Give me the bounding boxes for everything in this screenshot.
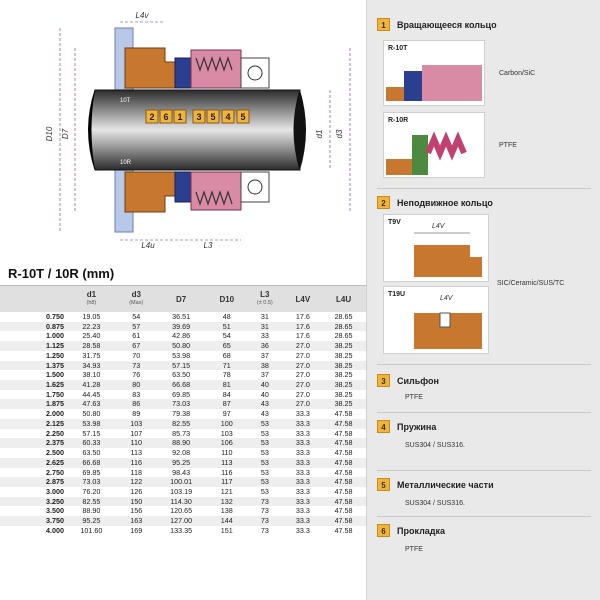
section-stationary-ring: [377, 196, 493, 209]
table-cell: 54: [132, 312, 141, 321]
divider: [377, 516, 591, 517]
section-rotating-ring: [377, 18, 497, 31]
table-cell: 38.25: [334, 360, 353, 370]
table-row: [0, 497, 366, 507]
table-cell: 82.55: [82, 496, 101, 506]
table-cell: 53.98: [172, 350, 191, 360]
size-cell: 1.500: [46, 370, 64, 380]
size-cell: 2.750: [46, 467, 64, 477]
table-cell: 73.03: [82, 477, 101, 487]
size-cell: 3.750: [46, 516, 64, 526]
table-cell: 71: [222, 360, 231, 370]
size-cell: 2.125: [46, 418, 64, 428]
table-row: [0, 429, 366, 439]
table-cell: 88.90: [172, 438, 191, 448]
table-header-cell: [119, 286, 154, 312]
table-row: [0, 351, 366, 361]
table-cell: 19.05: [82, 312, 101, 321]
table-cell: 47.58: [334, 516, 353, 526]
r10t-label: R-10T: [388, 45, 408, 52]
table-cell: 53: [260, 438, 269, 448]
dim-D7: D7: [61, 128, 70, 140]
table-cell: 47.58: [334, 486, 353, 496]
table-cell: 150: [130, 496, 143, 506]
table-cell: 120.65: [170, 506, 193, 516]
table-cell: 47.58: [334, 525, 353, 535]
table-header-cell: [64, 286, 119, 312]
table-cell: 28.65: [334, 331, 353, 341]
size-cell: 1.875: [46, 399, 64, 409]
divider: [377, 412, 591, 413]
table-cell: 47.58: [334, 477, 353, 487]
section-title: Пружина: [397, 421, 437, 432]
table-cell: 87: [222, 399, 231, 409]
table-cell: 33.3: [295, 418, 310, 428]
table-cell: 98.43: [172, 467, 191, 477]
size-cell: 2.875: [46, 477, 64, 487]
table-row: [0, 322, 366, 332]
table-cell: 38.25: [334, 370, 353, 380]
table-cell: 132: [220, 496, 233, 506]
table-cell: 39.69: [172, 321, 191, 331]
table-cell: 95.25: [82, 516, 101, 526]
table-cell: 88.90: [82, 506, 101, 516]
t9v-label: T9V: [388, 219, 401, 226]
table-row: [0, 370, 366, 380]
table-cell: 37: [260, 370, 269, 380]
table-cell: 138: [220, 506, 233, 516]
table-cell: 69.85: [82, 467, 101, 477]
spring-material: SUS304 / SUS316.: [405, 442, 465, 449]
size-cell: 0.750: [46, 312, 64, 321]
size-cell: 2.375: [46, 438, 64, 448]
table-cell: 38.10: [82, 370, 101, 380]
r10t-thumbnail: [383, 40, 485, 106]
table-cell: 103: [220, 428, 233, 438]
table-cell: 47.58: [334, 409, 353, 419]
t19u-icon: [384, 287, 488, 353]
gasket-material: PTFE: [405, 546, 423, 553]
table-cell: 73: [260, 496, 269, 506]
table-header-cell: [245, 286, 285, 312]
table-cell: 81: [222, 380, 231, 390]
table-cell: 107: [130, 428, 143, 438]
tag-10T: 10T: [120, 98, 131, 104]
table-cell: 33.3: [295, 448, 310, 458]
table-cell: 144: [220, 516, 233, 526]
size-cell: 4.000: [46, 525, 64, 535]
table-cell: 73: [260, 525, 269, 535]
table-cell: 38: [260, 360, 269, 370]
header-main: D10: [219, 294, 235, 304]
table-cell: 34.93: [82, 360, 101, 370]
table-cell: 78: [222, 370, 231, 380]
section-title: Неподвижное кольцо: [397, 197, 493, 208]
table-cell: 44.45: [82, 389, 101, 399]
size-cell: 1.750: [46, 389, 64, 399]
table-cell: 17.6: [295, 331, 310, 341]
table-cell: 113: [221, 457, 233, 467]
table-cell: 100: [220, 418, 233, 428]
table-cell: 36: [260, 341, 269, 351]
dim-L4u: L4u: [141, 241, 155, 250]
section-title: Металлические части: [397, 479, 494, 490]
header-main: D7: [176, 294, 187, 304]
table-row: [0, 331, 366, 341]
section-number: 4: [377, 420, 390, 433]
size-cell: 2.625: [46, 457, 64, 467]
table-cell: 66.68: [82, 457, 101, 467]
table-cell: 79.38: [172, 409, 191, 419]
t19u-l4v: L4V: [440, 295, 453, 302]
table-row: [0, 487, 366, 497]
table-row: [0, 399, 366, 409]
header-sub: (Max): [129, 300, 144, 306]
table-cell: 36.51: [172, 312, 191, 321]
table-row: [0, 409, 366, 419]
table-cell: 17.6: [295, 312, 310, 321]
table-cell: 50.80: [172, 341, 191, 351]
table-cell: 76: [132, 370, 141, 380]
t19u-label: T19U: [388, 291, 406, 298]
size-cell: 1.625: [46, 380, 64, 390]
table-cell: 38.25: [334, 350, 353, 360]
table-row: [0, 468, 366, 478]
table-cell: 53: [260, 457, 269, 467]
r10t-material: Carbon/SiC: [499, 70, 536, 77]
table-header-cell: [154, 286, 209, 312]
t9v-thumbnail: [383, 214, 489, 282]
table-row: [0, 312, 366, 322]
table-cell: 84: [222, 389, 231, 399]
size-cell: 2.500: [46, 448, 64, 458]
table-cell: 43: [260, 399, 269, 409]
table-cell: 53: [260, 486, 269, 496]
size-cell: 3.000: [46, 486, 64, 496]
table-cell: 51: [222, 321, 231, 331]
table-cell: 110: [130, 438, 142, 448]
table-cell: 127.00: [170, 516, 193, 526]
table-cell: 42.86: [172, 331, 191, 341]
table-cell: 54: [222, 331, 231, 341]
r10t-icon: [384, 41, 484, 105]
table-header-size: [0, 286, 64, 312]
table-body: [0, 312, 366, 536]
r10r-icon: [384, 113, 484, 177]
table-cell: 151: [220, 525, 233, 535]
table-row: [0, 516, 366, 526]
table-cell: 43: [260, 409, 269, 419]
table-header-cell: [285, 286, 322, 312]
callout-4: 3: [196, 112, 202, 122]
table-header-cell: [209, 286, 246, 312]
table-cell: 47.58: [334, 506, 353, 516]
table-row: [0, 438, 366, 448]
table-cell: 28.58: [82, 341, 101, 351]
table-cell: 53: [260, 477, 269, 487]
seal-cross-section-drawing: [0, 0, 366, 262]
table-cell: 33.3: [295, 438, 310, 448]
table-row: [0, 448, 366, 458]
table-row: [0, 419, 366, 429]
table-cell: 27.0: [295, 380, 310, 390]
table-row: [0, 380, 366, 390]
callout-2: 6: [163, 112, 169, 122]
size-cell: 1.375: [46, 360, 64, 370]
size-cell: 2.250: [46, 428, 64, 438]
section-number: 5: [377, 478, 390, 491]
table-row: [0, 390, 366, 400]
table-cell: 27.0: [295, 360, 310, 370]
section-title: Сильфон: [397, 375, 439, 386]
table-cell: 33.3: [295, 457, 310, 467]
section-number: 1: [377, 18, 390, 31]
t19u-thumbnail: [383, 286, 489, 354]
table-cell: 121: [220, 486, 233, 496]
table-cell: 68: [222, 350, 231, 360]
table-cell: 47.58: [334, 448, 353, 458]
tag-10R: 10R: [120, 160, 132, 166]
table-cell: 169: [130, 525, 143, 535]
table-cell: 25.40: [82, 331, 101, 341]
table-cell: 38.25: [334, 380, 353, 390]
section-number: 6: [377, 524, 390, 537]
table-cell: 73: [260, 506, 269, 516]
section-title: Прокладка: [397, 525, 446, 536]
table-header-row: [0, 286, 366, 312]
table-cell: 47.58: [334, 438, 353, 448]
table-cell: 60.33: [82, 438, 101, 448]
header-main: d3: [131, 290, 141, 299]
size-cell: 3.250: [46, 496, 64, 506]
table-cell: 110: [221, 448, 233, 458]
table-cell: 116: [221, 467, 233, 477]
size-cell: 1.250: [46, 350, 64, 360]
table-cell: 122: [130, 477, 143, 487]
table-row: [0, 361, 366, 371]
callout-5: 5: [210, 112, 216, 122]
section-gasket: [377, 524, 445, 537]
table-cell: 66.68: [172, 380, 191, 390]
table-cell: 85.73: [172, 428, 191, 438]
table-cell: 27.0: [295, 350, 310, 360]
table-cell: 103.19: [170, 486, 193, 496]
table-cell: 33: [260, 331, 269, 341]
table-cell: 33.3: [295, 516, 310, 526]
table-cell: 53: [260, 428, 269, 438]
table-cell: 106: [220, 438, 233, 448]
table-cell: 57.15: [82, 428, 101, 438]
table-cell: 31.75: [82, 350, 101, 360]
table-cell: 38.25: [334, 389, 353, 399]
table-cell: 113: [130, 448, 142, 458]
table-cell: 27.0: [295, 341, 310, 351]
table-cell: 63.50: [172, 370, 191, 380]
size-cell: 0.875: [46, 321, 64, 331]
table-cell: 73: [132, 360, 141, 370]
t9v-l4v: L4V: [432, 223, 445, 230]
table-cell: 27.0: [295, 389, 310, 399]
table-cell: 33.3: [295, 506, 310, 516]
table-cell: 70: [132, 350, 141, 360]
table-cell: 48: [222, 312, 231, 321]
callout-3: 1: [177, 112, 183, 122]
table-cell: 47.58: [334, 428, 353, 438]
table-cell: 38.25: [334, 399, 353, 409]
dim-L4v: L4v: [135, 11, 149, 20]
table-row: [0, 506, 366, 516]
table-row: [0, 477, 366, 487]
table-cell: 40: [260, 389, 269, 399]
table-cell: 97: [222, 409, 231, 419]
table-cell: 31: [260, 321, 269, 331]
table-cell: 65: [222, 341, 231, 351]
table-cell: 103: [130, 418, 143, 428]
divider: [377, 470, 591, 471]
table-cell: 37: [260, 350, 269, 360]
table-header-cell: [321, 286, 366, 312]
header-main: L4V: [295, 294, 311, 304]
table-cell: 33.3: [295, 428, 310, 438]
table-cell: 89: [132, 409, 141, 419]
materials-panel: [366, 0, 600, 600]
size-cell: 1.125: [46, 341, 64, 351]
table-cell: 28.65: [334, 321, 353, 331]
table-cell: 57: [132, 321, 141, 331]
table-cell: 47.58: [334, 467, 353, 477]
table-cell: 47.58: [334, 418, 353, 428]
table-cell: 22.23: [82, 321, 101, 331]
dim-d1: d1: [315, 129, 324, 139]
header-main: L3: [260, 290, 270, 299]
table-cell: 100.01: [170, 477, 193, 487]
table-cell: 80: [132, 380, 141, 390]
table-cell: 28.65: [334, 312, 353, 321]
table-cell: 53.98: [82, 418, 101, 428]
table-cell: 126: [130, 486, 143, 496]
table-cell: 47.58: [334, 457, 353, 467]
table-cell: 83: [132, 389, 141, 399]
header-main: L4U: [336, 294, 352, 304]
table-cell: 61: [132, 331, 141, 341]
section-title: Вращающееся кольцо: [397, 19, 497, 30]
size-cell: 3.500: [46, 506, 64, 516]
size-cell: 2.000: [46, 409, 64, 419]
table-cell: 133.35: [170, 525, 193, 535]
table-cell: 33.3: [295, 486, 310, 496]
dimension-table-section: [0, 262, 366, 600]
header-sub: (h8): [86, 300, 97, 306]
stationary-material: SIC/Ceramic/SUS/TC: [497, 280, 565, 287]
r10r-material: PTFE: [499, 142, 517, 149]
table-cell: 27.0: [295, 399, 310, 409]
r10r-label: R-10R: [388, 117, 409, 124]
table-cell: 163: [130, 516, 143, 526]
table-cell: 57.15: [172, 360, 191, 370]
table-cell: 73.03: [172, 399, 191, 409]
table-cell: 117: [221, 477, 233, 487]
header-main: d1: [86, 290, 97, 299]
dim-d3: d3: [335, 129, 344, 139]
divider: [377, 188, 591, 189]
table-row: [0, 458, 366, 468]
divider: [377, 364, 591, 365]
table-title: R-10T / 10R (mm): [0, 262, 366, 286]
table-cell: 101.60: [80, 525, 103, 535]
dimension-table: [0, 286, 366, 536]
callout-1: 2: [149, 112, 155, 122]
dim-D10: D10: [45, 126, 54, 142]
table-cell: 114.30: [170, 496, 192, 506]
table-cell: 116: [130, 457, 142, 467]
table-cell: 47.58: [334, 496, 353, 506]
table-cell: 17.6: [295, 321, 310, 331]
size-cell: 1.000: [46, 331, 64, 341]
table-cell: 53: [260, 448, 269, 458]
table-cell: 95.25: [172, 457, 191, 467]
r10r-thumbnail: [383, 112, 485, 178]
table-cell: 33.3: [295, 496, 310, 506]
table-cell: 82.55: [172, 418, 191, 428]
header-sub: (± 0.5): [256, 300, 273, 306]
table-cell: 53: [260, 418, 269, 428]
section-metal-parts: [377, 478, 494, 491]
table-cell: 50.80: [82, 409, 101, 419]
table-cell: 27.0: [295, 370, 310, 380]
table-cell: 69.85: [172, 389, 191, 399]
table-cell: 67: [132, 341, 141, 351]
section-number: 2: [377, 196, 390, 209]
table-cell: 38.25: [334, 341, 353, 351]
bellows-material: PTFE: [405, 394, 423, 401]
table-cell: 156: [130, 506, 143, 516]
table-cell: 47.63: [82, 399, 101, 409]
table-cell: 63.50: [82, 448, 101, 458]
table-cell: 31: [260, 312, 269, 321]
table-cell: 33.3: [295, 477, 310, 487]
callout-6: 4: [225, 112, 231, 122]
table-row: [0, 341, 366, 351]
table-cell: 73: [260, 516, 269, 526]
metal-material: SUS304 / SUS316.: [405, 500, 465, 507]
table-cell: 40: [260, 380, 269, 390]
table-cell: 33.3: [295, 409, 310, 419]
table-cell: 76.20: [82, 486, 101, 496]
table-cell: 33.3: [295, 467, 310, 477]
section-spring: [377, 420, 436, 433]
seal-diagram-svg: [0, 0, 366, 262]
table-cell: 118: [130, 467, 142, 477]
section-bellows: [377, 374, 439, 387]
table-cell: 53: [260, 467, 269, 477]
table-cell: 41.28: [82, 380, 101, 390]
dim-L3: L3: [203, 241, 213, 250]
section-number: 3: [377, 374, 390, 387]
callout-7: 5: [240, 112, 246, 122]
table-cell: 86: [132, 399, 141, 409]
table-cell: 33.3: [295, 525, 310, 535]
table-cell: 92.08: [172, 448, 191, 458]
table-row: [0, 526, 366, 536]
